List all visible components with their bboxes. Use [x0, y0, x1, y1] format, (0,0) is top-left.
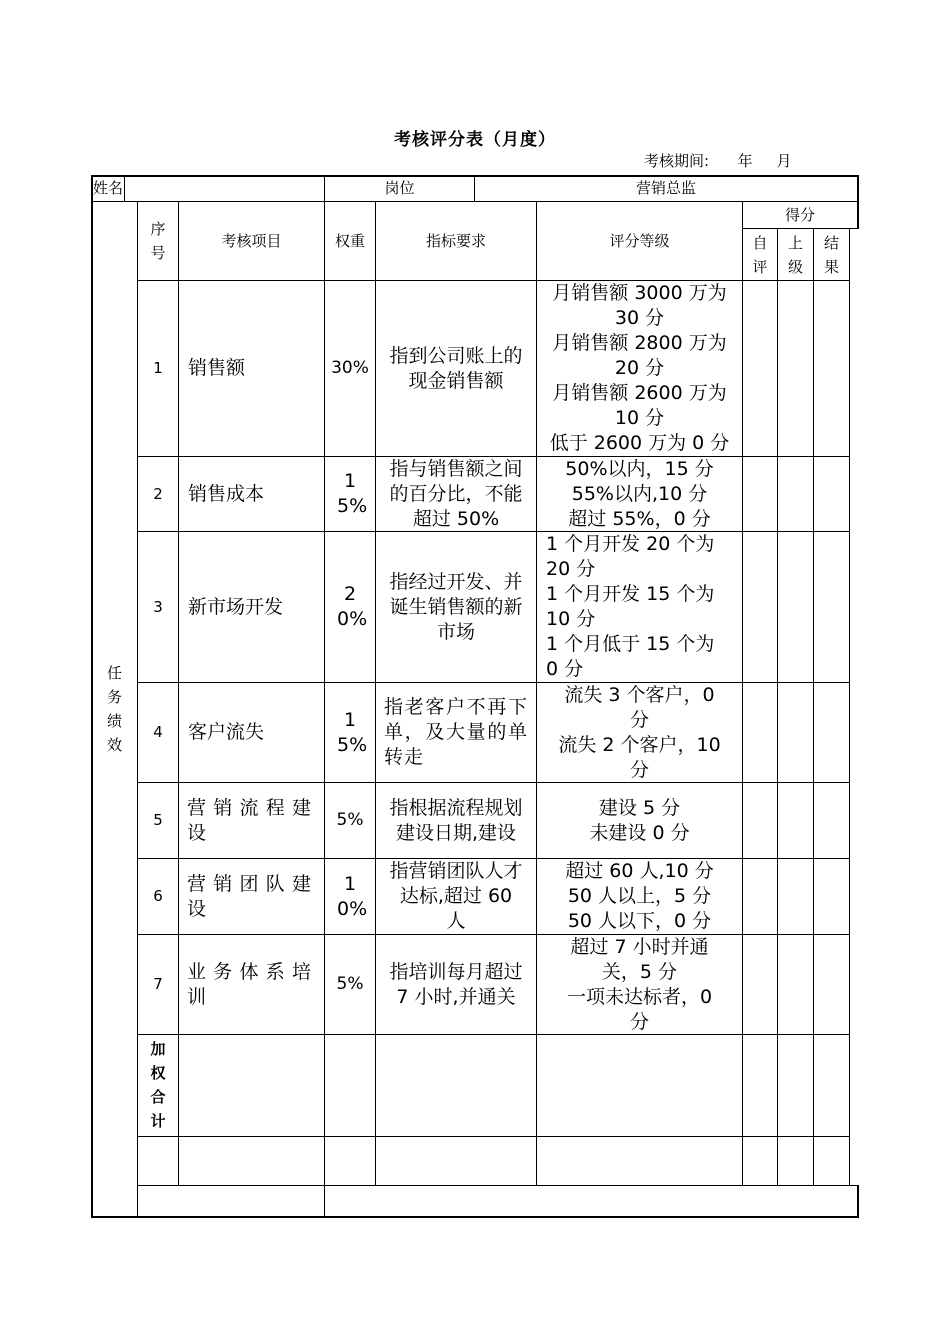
row-6-requirement: [376, 859, 536, 934]
page-title: 考核评分表（月度）: [394, 130, 556, 150]
seq-header: [138, 202, 178, 280]
row-6-grading-line: 50 人以上，5 分: [567, 885, 712, 907]
row-2-weight-text: 15%: [337, 470, 368, 517]
self-eval-header: [743, 229, 777, 280]
row-7-grading-line: 分: [629, 1010, 649, 1033]
row-1-grading-line: 月销售额 2600 万为: [552, 382, 727, 404]
row-1-grading-line: 月销售额 3000 万为: [552, 282, 727, 304]
row-6-seq: 6: [153, 887, 163, 905]
row-4-item: 客户流失: [188, 721, 265, 743]
row-3-grading-line: 20 分: [546, 558, 596, 580]
row-1-requirement-text: 指到公司账上的现金销售额: [389, 344, 523, 392]
weight-header: 权重: [334, 231, 365, 250]
row-4-requirement-text: 指老客户不再下单，及大量的单转走: [384, 696, 528, 768]
row-1-item: 销售额: [188, 357, 246, 379]
row-2-requirement-text: 指与销售额之间的百分比，不能超过 50%: [389, 457, 523, 530]
row-6-item-text: 营销团队建设: [187, 872, 315, 920]
row-1-grading-line: 30 分: [614, 307, 665, 329]
section-label: [92, 202, 137, 1216]
row-1-seq: 1: [153, 359, 163, 377]
score-header: 得分: [784, 205, 815, 224]
row-1-grading-line: 10 分: [614, 407, 665, 429]
row-2-grading-line: 55%以内,10 分: [571, 482, 708, 505]
row-6-requirement-text: 指营销团队人才达标,超过 60 人: [389, 860, 523, 932]
row-3-grading-line: 10 分: [546, 608, 596, 630]
row-3-seq: 3: [153, 597, 163, 616]
row-1-grading: [537, 281, 742, 456]
row-1-requirement: [376, 281, 536, 456]
row-3-grading-line: 1 个月开发 15 个为: [546, 583, 715, 605]
row-3-grading-line: 0 分: [546, 658, 584, 680]
weighted-total-text: 加权合计: [150, 1040, 166, 1130]
row-1-weight: 30%: [331, 358, 369, 378]
result-header: [814, 229, 849, 280]
row-7-item: [179, 935, 324, 1034]
row-5-grading-line: 未建设 0 分: [589, 821, 690, 844]
row-4-grading: [537, 683, 742, 782]
row-6-grading-line: 50 人以下，0 分: [567, 910, 712, 932]
row-6-weight-text: 10%: [337, 872, 368, 920]
self-eval-text: 自评: [752, 233, 768, 276]
row-5-item-text: 营销流程建设: [187, 796, 315, 844]
row-7-seq: 7: [153, 975, 163, 993]
row-2-requirement: [376, 457, 536, 531]
row-6-grading-line: 超过 60 人,10 分: [565, 860, 714, 882]
weighted-total-label: [138, 1037, 178, 1136]
row-5-grading: [537, 783, 742, 858]
name-value[interactable]: [125, 176, 324, 201]
row-5-weight: 5%: [336, 810, 364, 830]
row-2-item: 销售成本: [188, 482, 265, 505]
row-7-grading-line: 一项未达标者，0: [566, 985, 713, 1008]
row-4-grading-line: 流失 2 个客户，10: [558, 733, 721, 756]
row-6-weight: [325, 859, 375, 934]
row-5-requirement: [376, 783, 536, 858]
row-4-requirement: [376, 683, 536, 782]
row-4-grading-line: 分: [629, 758, 649, 781]
row-1-grading-line: 月销售额 2800 万为: [552, 332, 727, 354]
row-1-grading-line: 低于 2600 万为 0 分: [549, 432, 730, 454]
row-7-requirement: [376, 935, 536, 1034]
row-2-grading: [537, 457, 742, 531]
row-3-requirement: [376, 532, 536, 682]
row-7-grading-line: 超过 7 小时并通: [570, 935, 709, 958]
grading-header: 评分等级: [609, 231, 670, 250]
row-2-weight: [325, 457, 375, 531]
row-5-item: [179, 783, 324, 858]
position-label: 岗位: [384, 179, 415, 197]
row-7-requirement-text: 指培训每月超过 7 小时,并通关: [389, 960, 523, 1008]
result-text: 结果: [823, 233, 839, 276]
row-2-seq: 2: [153, 484, 163, 503]
row-5-requirement-text: 指根据流程规划建设日期,建设: [389, 796, 523, 844]
row-3-weight-text: 20%: [337, 583, 368, 630]
row-3-grading-line: 1 个月开发 20 个为: [546, 533, 715, 555]
row-3-item: 新市场开发: [188, 595, 284, 618]
seq-header-text: 序号: [150, 220, 166, 262]
row-7-item-text: 业务体系培训: [187, 960, 315, 1008]
row-4-seq: 4: [153, 723, 163, 741]
row-7-grading: [537, 935, 742, 1034]
row-2-grading-line: 超过 55%，0 分: [568, 507, 711, 530]
row-1-grading-line: 20 分: [614, 357, 665, 379]
row-5-seq: 5: [153, 811, 163, 829]
row-6-item: [179, 859, 324, 934]
assessment-period: 考核期间: 年 月: [644, 152, 792, 170]
row-2-grading-line: 50%以内，15 分: [565, 457, 714, 480]
position-value: 营销总监: [635, 179, 696, 197]
row-3-grading: [537, 532, 742, 682]
requirement-header: 指标要求: [425, 231, 486, 250]
row-4-grading-line: 分: [629, 708, 649, 731]
row-3-weight: [325, 532, 375, 682]
row-5-grading-line: 建设 5 分: [598, 796, 681, 819]
row-4-grading-line: 流失 3 个客户，0: [564, 683, 715, 706]
row-7-weight: 5%: [336, 974, 364, 994]
row-7-grading-line: 关，5 分: [601, 960, 678, 983]
superior-text: 上级: [787, 233, 803, 276]
row-4-weight-text: 15%: [337, 708, 368, 756]
superior-header: [778, 229, 813, 280]
row-3-requirement-text: 指经过开发、并诞生销售额的新市场: [389, 570, 523, 643]
row-6-grading: [537, 859, 742, 934]
item-header: 考核项目: [221, 231, 282, 250]
row-4-weight: [325, 683, 375, 782]
name-label: 姓名: [92, 179, 123, 197]
row-3-grading-line: 1 个月低于 15 个为: [546, 633, 715, 655]
section-label-text: 任务绩效: [106, 664, 122, 754]
